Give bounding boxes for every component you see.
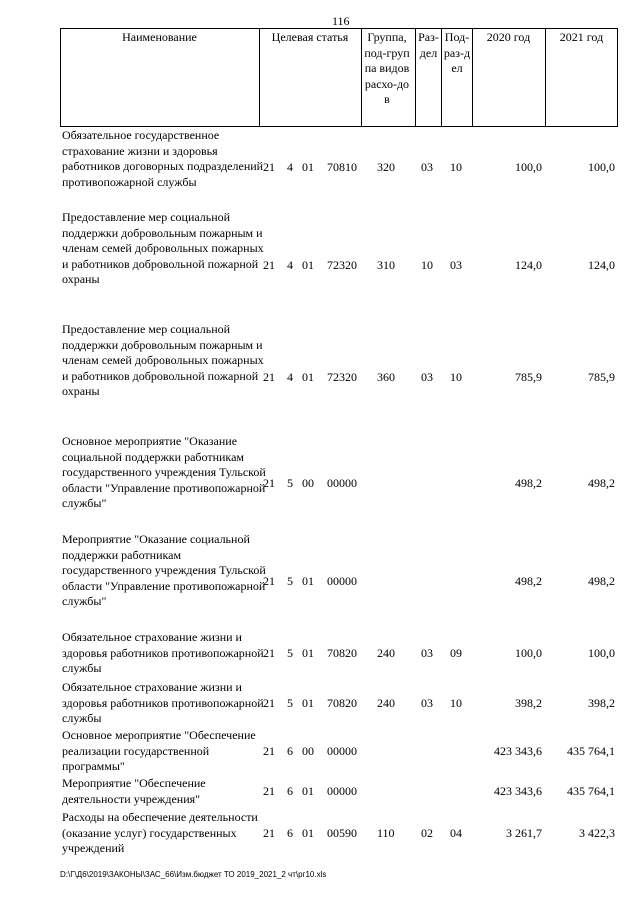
target-code: 00000 (327, 476, 357, 490)
value-2021: 498,2 (588, 574, 615, 588)
section-code: 03 (421, 370, 433, 384)
target-program: 21 (263, 370, 275, 384)
group-code: 310 (377, 258, 395, 272)
target-code: 70820 (327, 696, 357, 710)
target-program: 21 (263, 784, 275, 798)
value-2020: 498,2 (515, 476, 542, 490)
row-name: Предоставление мер социальной поддержки добровольным пожарным и членам семей добровольных пожарных и работников добровольной пожарной охраны (62, 210, 264, 286)
target-code: 00000 (327, 574, 357, 588)
subsection-code: 10 (450, 696, 462, 710)
group-code: 240 (377, 646, 395, 660)
target-subprogram: 6 (287, 744, 293, 758)
row-name: Обязательное страхование жизни и здоровья работников противопожарной службы (62, 680, 264, 725)
target-event: 01 (302, 370, 314, 384)
section-code: 03 (421, 696, 433, 710)
target-program: 21 (263, 646, 275, 660)
subsection-code: 09 (450, 646, 462, 660)
target-subprogram: 4 (287, 258, 293, 272)
header-bottom-line (60, 126, 618, 127)
row-name: Обязательное страхование жизни и здоровья работников противопожарной службы (62, 630, 264, 675)
target-event: 01 (302, 160, 314, 174)
target-program: 21 (263, 476, 275, 490)
value-2020: 124,0 (515, 258, 542, 272)
value-2021: 498,2 (588, 476, 615, 490)
target-subprogram: 5 (287, 696, 293, 710)
target-subprogram: 6 (287, 826, 293, 840)
value-2020: 398,2 (515, 696, 542, 710)
value-2020: 498,2 (515, 574, 542, 588)
target-event: 00 (302, 744, 314, 758)
section-code: 03 (421, 160, 433, 174)
row-name: Предоставление мер социальной поддержки добровольным пожарным и членам семей добровольных пожарных и работников добровольной пожарной охраны (62, 322, 264, 398)
target-program: 21 (263, 574, 275, 588)
row-name: Основное мероприятие "Оказание социальной поддержки работникам государственного учреждения Тульской области "Управление противопожарной службы" (62, 434, 266, 510)
value-2021: 435 764,1 (567, 744, 615, 758)
group-code: 240 (377, 696, 395, 710)
value-2020: 785,9 (515, 370, 542, 384)
value-2021: 100,0 (588, 646, 615, 660)
target-subprogram: 4 (287, 160, 293, 174)
row-name: Основное мероприятие "Обеспечение реализации государственной программы" (62, 728, 256, 773)
target-event: 01 (302, 696, 314, 710)
target-code: 00000 (327, 744, 357, 758)
target-subprogram: 5 (287, 574, 293, 588)
group-code: 360 (377, 370, 395, 384)
header-2020: 2020 год (486, 30, 531, 44)
group-code: 320 (377, 160, 395, 174)
target-subprogram: 5 (287, 476, 293, 490)
subsection-code: 10 (450, 160, 462, 174)
group-code: 110 (377, 826, 395, 840)
file-path-footer: D:\Г\Д6\2019\ЗАКОНЫ\ЗАС_66\Изм.бюджет ТО 2019_2021_2 чт\рг10.xls (60, 870, 327, 879)
target-code: 72320 (327, 258, 357, 272)
header-divider (361, 28, 362, 126)
value-2020: 423 343,6 (494, 784, 542, 798)
section-code: 02 (421, 826, 433, 840)
target-subprogram: 6 (287, 784, 293, 798)
target-event: 01 (302, 784, 314, 798)
target-program: 21 (263, 160, 275, 174)
subsection-code: 03 (450, 258, 462, 272)
subsection-code: 04 (450, 826, 462, 840)
row-name: Расходы на обеспечение деятельности (оказание услуг) государственных учреждений (62, 810, 258, 855)
target-event: 00 (302, 476, 314, 490)
target-subprogram: 4 (287, 370, 293, 384)
target-code: 00000 (327, 784, 357, 798)
value-2020: 3 261,7 (506, 826, 542, 840)
subsection-code: 10 (450, 370, 462, 384)
target-subprogram: 5 (287, 646, 293, 660)
value-2021: 435 764,1 (567, 784, 615, 798)
target-program: 21 (263, 696, 275, 710)
section-code: 03 (421, 646, 433, 660)
value-2021: 124,0 (588, 258, 615, 272)
section-code: 10 (421, 258, 433, 272)
value-2020: 423 343,6 (494, 744, 542, 758)
target-program: 21 (263, 258, 275, 272)
header-top-line (60, 28, 618, 29)
target-event: 01 (302, 258, 314, 272)
target-event: 01 (302, 574, 314, 588)
value-2020: 100,0 (515, 646, 542, 660)
row-name: Обязательное государственное страхование жизни и здоровья работников договорных подразделений противопожарной службы (62, 128, 264, 189)
target-code: 70820 (327, 646, 357, 660)
target-program: 21 (263, 826, 275, 840)
value-2021: 398,2 (588, 696, 615, 710)
header-name: Наименование (122, 30, 197, 44)
value-2021: 100,0 (588, 160, 615, 174)
value-2021: 3 422,3 (579, 826, 615, 840)
target-code: 70810 (327, 160, 357, 174)
target-code: 72320 (327, 370, 357, 384)
row-name: Мероприятие "Оказание социальной поддержки работникам государственного учреждения Тульской области "Управление противопожарной службы" (62, 532, 266, 608)
value-2021: 785,9 (588, 370, 615, 384)
target-code: 00590 (327, 826, 357, 840)
header-section: Раз-дел (418, 30, 439, 60)
value-2020: 100,0 (515, 160, 542, 174)
header-2021: 2021 год (559, 30, 604, 44)
header-group: Группа, под-группа видов расхо-дов (364, 30, 410, 106)
row-name: Мероприятие "Обеспечение деятельности учреждения" (62, 776, 206, 806)
target-event: 01 (302, 646, 314, 660)
target-program: 21 (263, 744, 275, 758)
target-event: 01 (302, 826, 314, 840)
header-subsection: Под-раз-дел (443, 30, 471, 75)
header-target: Целевая статья (271, 30, 349, 44)
page-number: 116 (332, 14, 350, 28)
